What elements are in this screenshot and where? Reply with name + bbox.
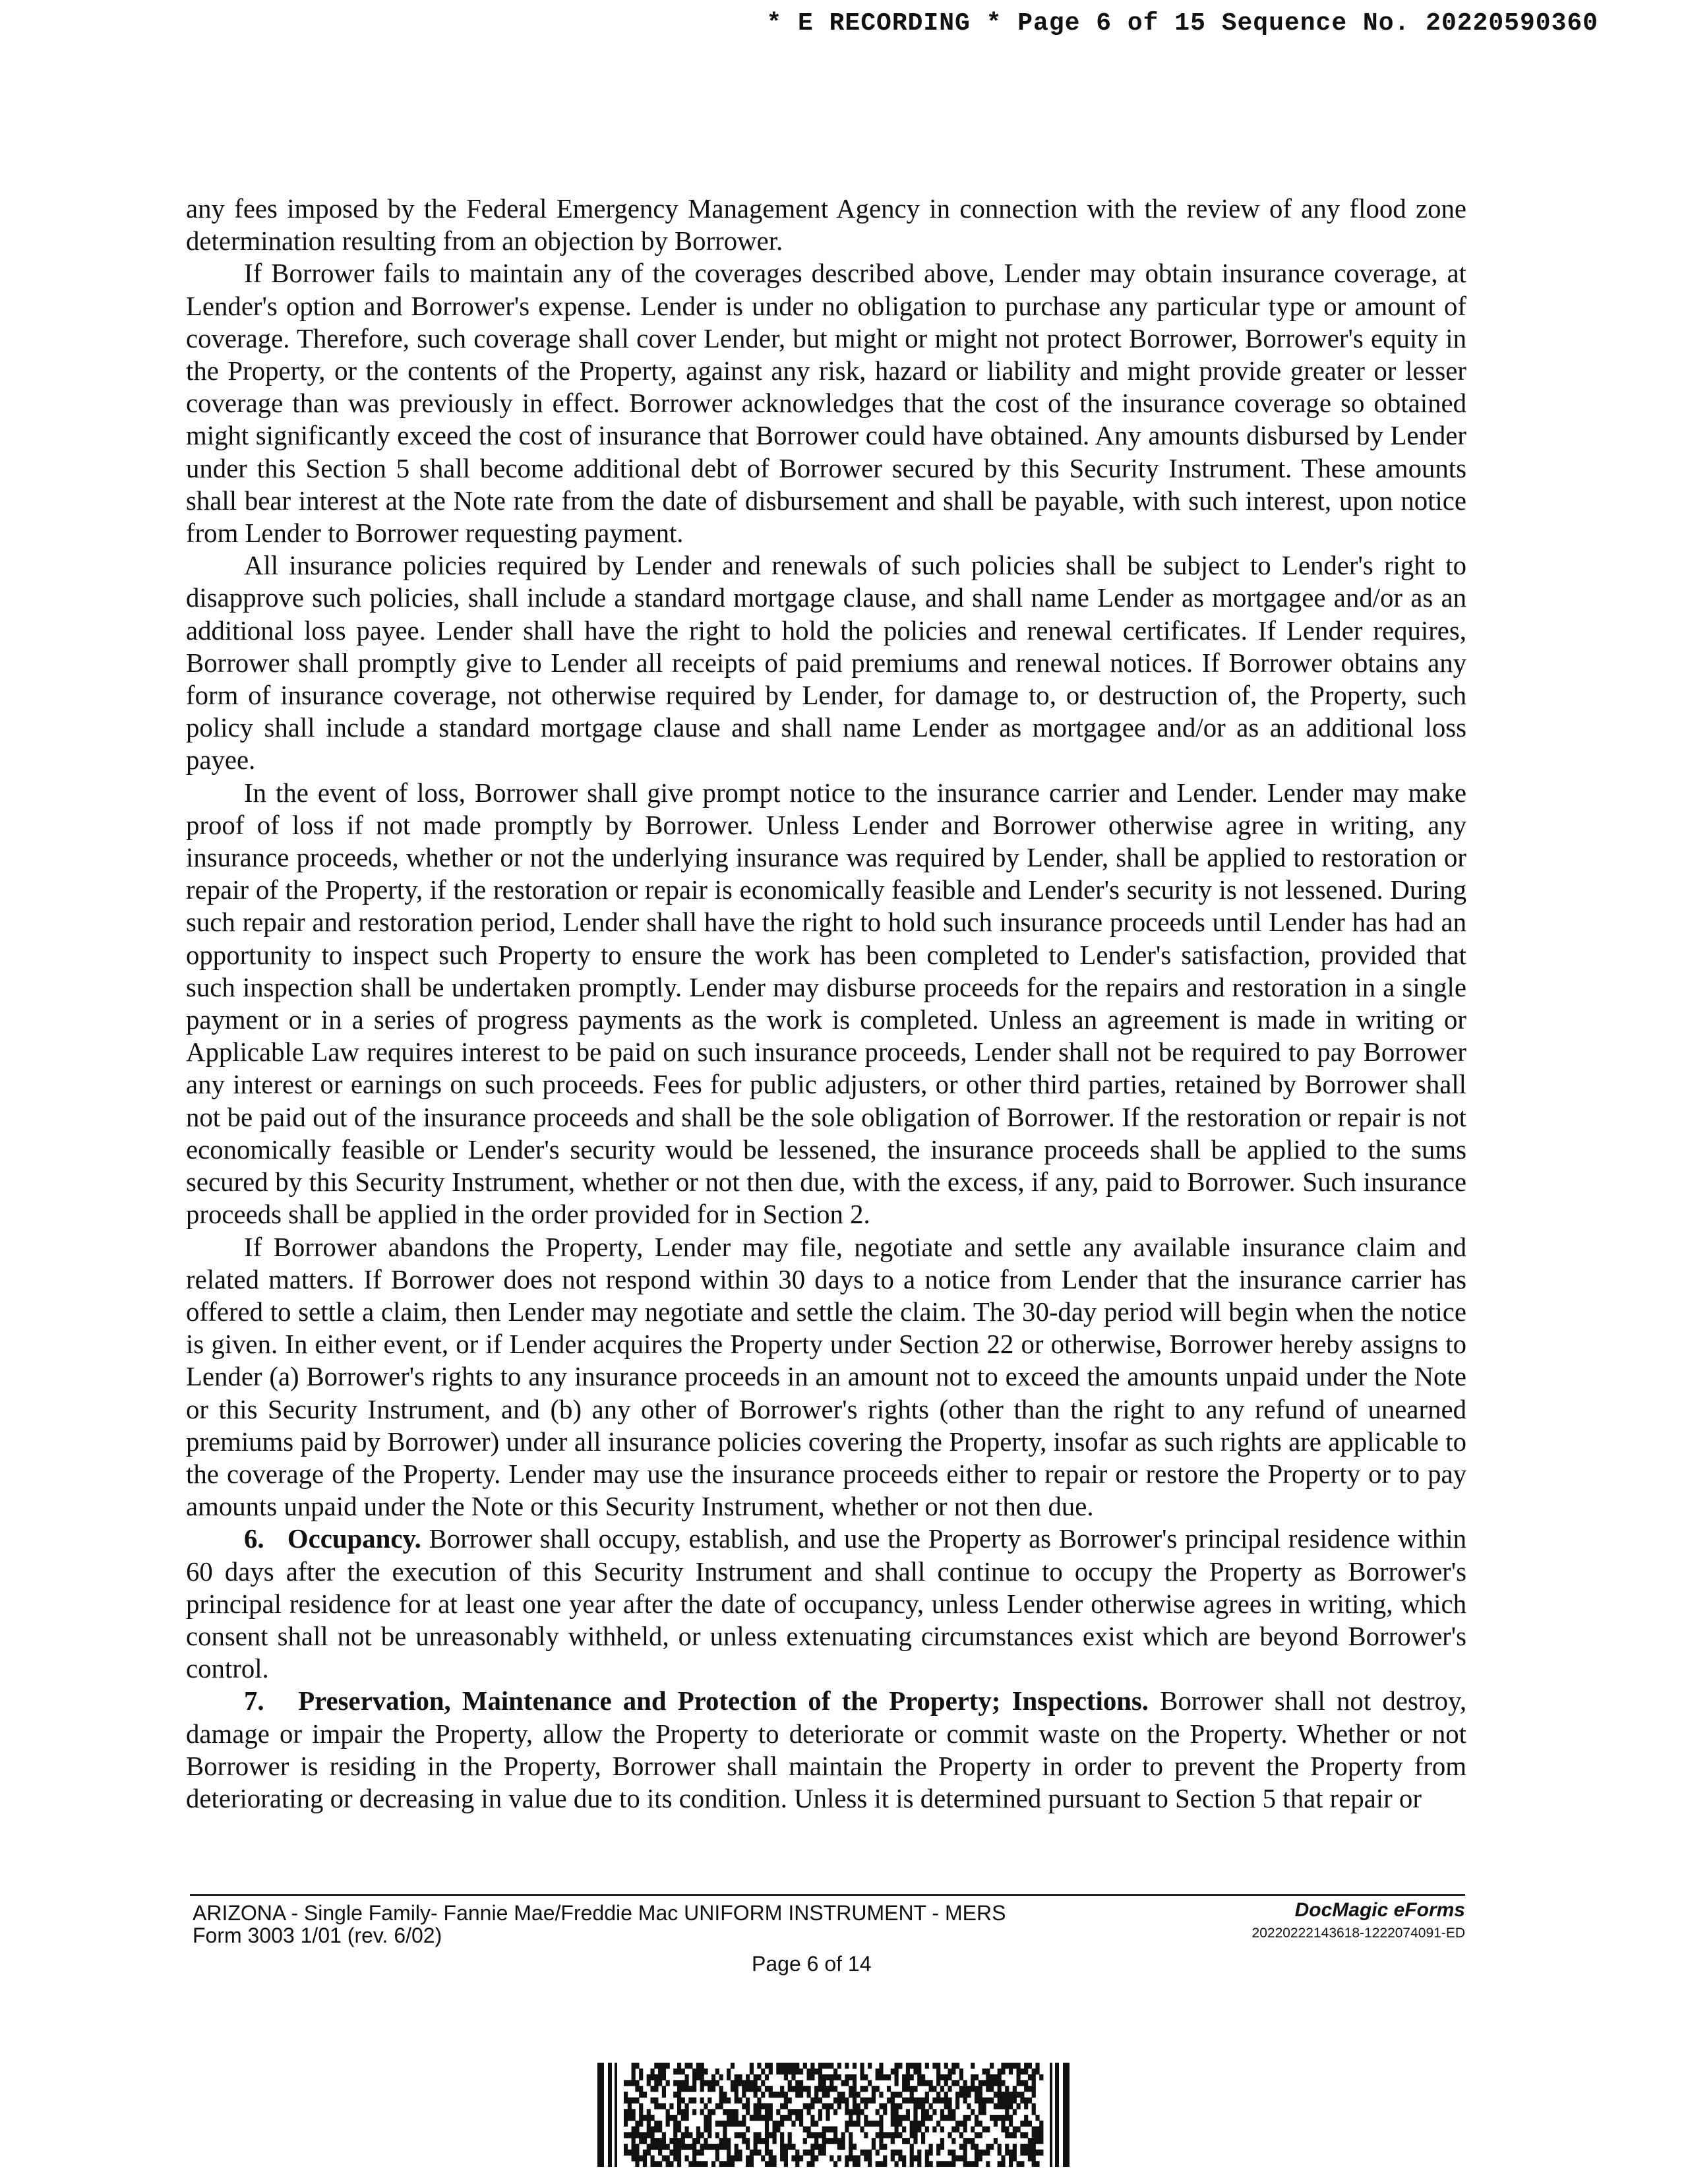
section-6-title: Occupancy. bbox=[287, 1524, 421, 1554]
section-6-text: Borrower shall occupy, establish, and use the Property as Borrower's principal residence within 60 days after the execution of this Security Instrument and shall continue to occupy the Property as Borrower's principal residence for at least one year after the date of occupancy, unless Lender otherwise agrees in writing, which consent shall not be unreasonably withheld, or unless extenuating circumstances exist which are beyond Borrower's control. bbox=[186, 1524, 1466, 1684]
footer-page-number: Page 6 of 14 bbox=[752, 1952, 872, 1976]
section-7-preservation bbox=[186, 1685, 1466, 1815]
section-6-number: 6. bbox=[244, 1524, 264, 1554]
recording-header: * E RECORDING * Page 6 of 15 Sequence No. 20220590360 bbox=[766, 9, 1598, 38]
footer-form-number: Form 3003 1/01 (rev. 6/02) bbox=[193, 1924, 442, 1947]
barcode-icon bbox=[597, 2063, 1070, 2167]
paragraph-lender-coverage: If Borrower fails to maintain any of the coverages described above, Lender may obtain insurance coverage, at Lender's option and Borrower's expense. Lender is under no obligation to purchase any particular type or amount of coverage. Therefore, such coverage shall cover Lender, but might or might not protect Borrower, Borrower's equity in the Property, or the contents of the Property, against any risk, hazard or liability and might provide greater or lesser coverage than was previously in effect. Borrower acknowledges that the cost of the insurance coverage so obtained might significantly exceed the cost of insurance that Borrower could have obtained. Any amounts disbursed by Lender under this Section 5 shall become additional debt of Borrower secured by this Security Instrument. These amounts shall bear interest at the Note rate from the date of disbursement and shall be payable, with such interest, upon notice from Lender to Borrower requesting payment. bbox=[186, 258, 1466, 549]
docmagic-logo: DocMagic eForms bbox=[1294, 1899, 1465, 1921]
section-7-number: 7. bbox=[244, 1686, 264, 1716]
document-body bbox=[186, 193, 1466, 1815]
paragraph-insurance-policies: All insurance policies required by Lender and renewals of such policies shall be subject to Lender's right to disapprove such policies, shall include a standard mortgage clause, and shall name Lender as mortgagee and/or as an additional loss payee. Lender shall have the right to hold the policies and renewal certificates. If Lender requires, Borrower shall promptly give to Lender all receipts of paid premiums and renewal notices. If Borrower obtains any form of insurance coverage, not otherwise required by Lender, for damage to, or destruction of, the Property, such policy shall include a standard mortgage clause and shall name Lender as mortgagee and/or as an additional loss payee. bbox=[186, 551, 1466, 775]
footer-document-code: 20220222143618-1222074091-ED bbox=[1251, 1926, 1465, 1941]
footer-divider bbox=[190, 1894, 1465, 1896]
paragraph-event-of-loss: In the event of loss, Borrower shall give prompt notice to the insurance carrier and Lender. Lender may make proof of loss if not made promptly by Borrower. Unless Lender and Borrower otherwise agree in writing, any insurance proceeds, whether or not the underlying insurance was required by Lender, shall be applied to restoration or repair of the Property, if the restoration or repair is economically feasible and Lender's security is not lessened. During such repair and restoration period, Lender shall have the right to hold such insurance proceeds until Lender has had an opportunity to inspect such Property to ensure the work has been completed to Lender's satisfaction, provided that such inspection shall be undertaken promptly. Lender may disburse proceeds for the repairs and restoration in a single payment or in a series of progress payments as the work is completed. Unless an agreement is made in writing or Applicable Law requires interest to be paid on such insurance proceeds, Lender shall not be required to pay Borrower any interest or earnings on such proceeds. Fees for public adjusters, or other third parties, retained by Borrower shall not be paid out of the insurance proceeds and shall be the sole obligation of Borrower. If the restoration or repair is not economically feasible or Lender's security would be lessened, the insurance proceeds shall be applied to the sums secured by this Security Instrument, whether or not then due, with the excess, if any, paid to Borrower. Such insurance proceeds shall be applied in the order provided for in Section 2. bbox=[186, 777, 1466, 1230]
section-7-title: Preservation, Maintenance and Protection of the Property; Inspections. bbox=[298, 1686, 1149, 1716]
paragraph-flood-fees: any fees imposed by the Federal Emergency Management Agency in connection with the review of any flood zone determination resulting from an objection by Borrower. bbox=[186, 194, 1466, 257]
section-6-occupancy bbox=[186, 1523, 1466, 1685]
paragraph-abandonment: If Borrower abandons the Property, Lender may file, negotiate and settle any available insurance claim and related matters. If Borrower does not respond within 30 days to a notice from Lender that the insurance carrier has offered to settle a claim, then Lender may negotiate and settle the claim. The 30-day period will begin when the notice is given. In either event, or if Lender acquires the Property under Section 22 or otherwise, Borrower hereby assigns to Lender (a) Borrower's rights to any insurance proceeds in an amount not to exceed the amounts unpaid under the Note or this Security Instrument, and (b) any other of Borrower's rights (other than the right to any refund of unearned premiums paid by Borrower) under all insurance policies covering the Property, insofar as such rights are applicable to the coverage of the Property. Lender may use the insurance proceeds either to repair or restore the Property or to pay amounts unpaid under the Note or this Security Instrument, whether or not then due. bbox=[186, 1232, 1466, 1522]
footer-form-title: ARIZONA - Single Family- Fannie Mae/Freddie Mac UNIFORM INSTRUMENT - MERS bbox=[193, 1901, 1006, 1925]
section-7-text: Borrower shall not destroy, damage or impair the Property, allow the Property to deteriorate or commit waste on the Property. Whether or not Borrower is residing in the Property, Borrower shall maintain the Property in order to prevent the Property from deteriorating or decreasing in value due to its condition. Unless it is determined pursuant to Section 5 that repair or bbox=[186, 1686, 1467, 1813]
footer-form-info bbox=[193, 1902, 1006, 1947]
